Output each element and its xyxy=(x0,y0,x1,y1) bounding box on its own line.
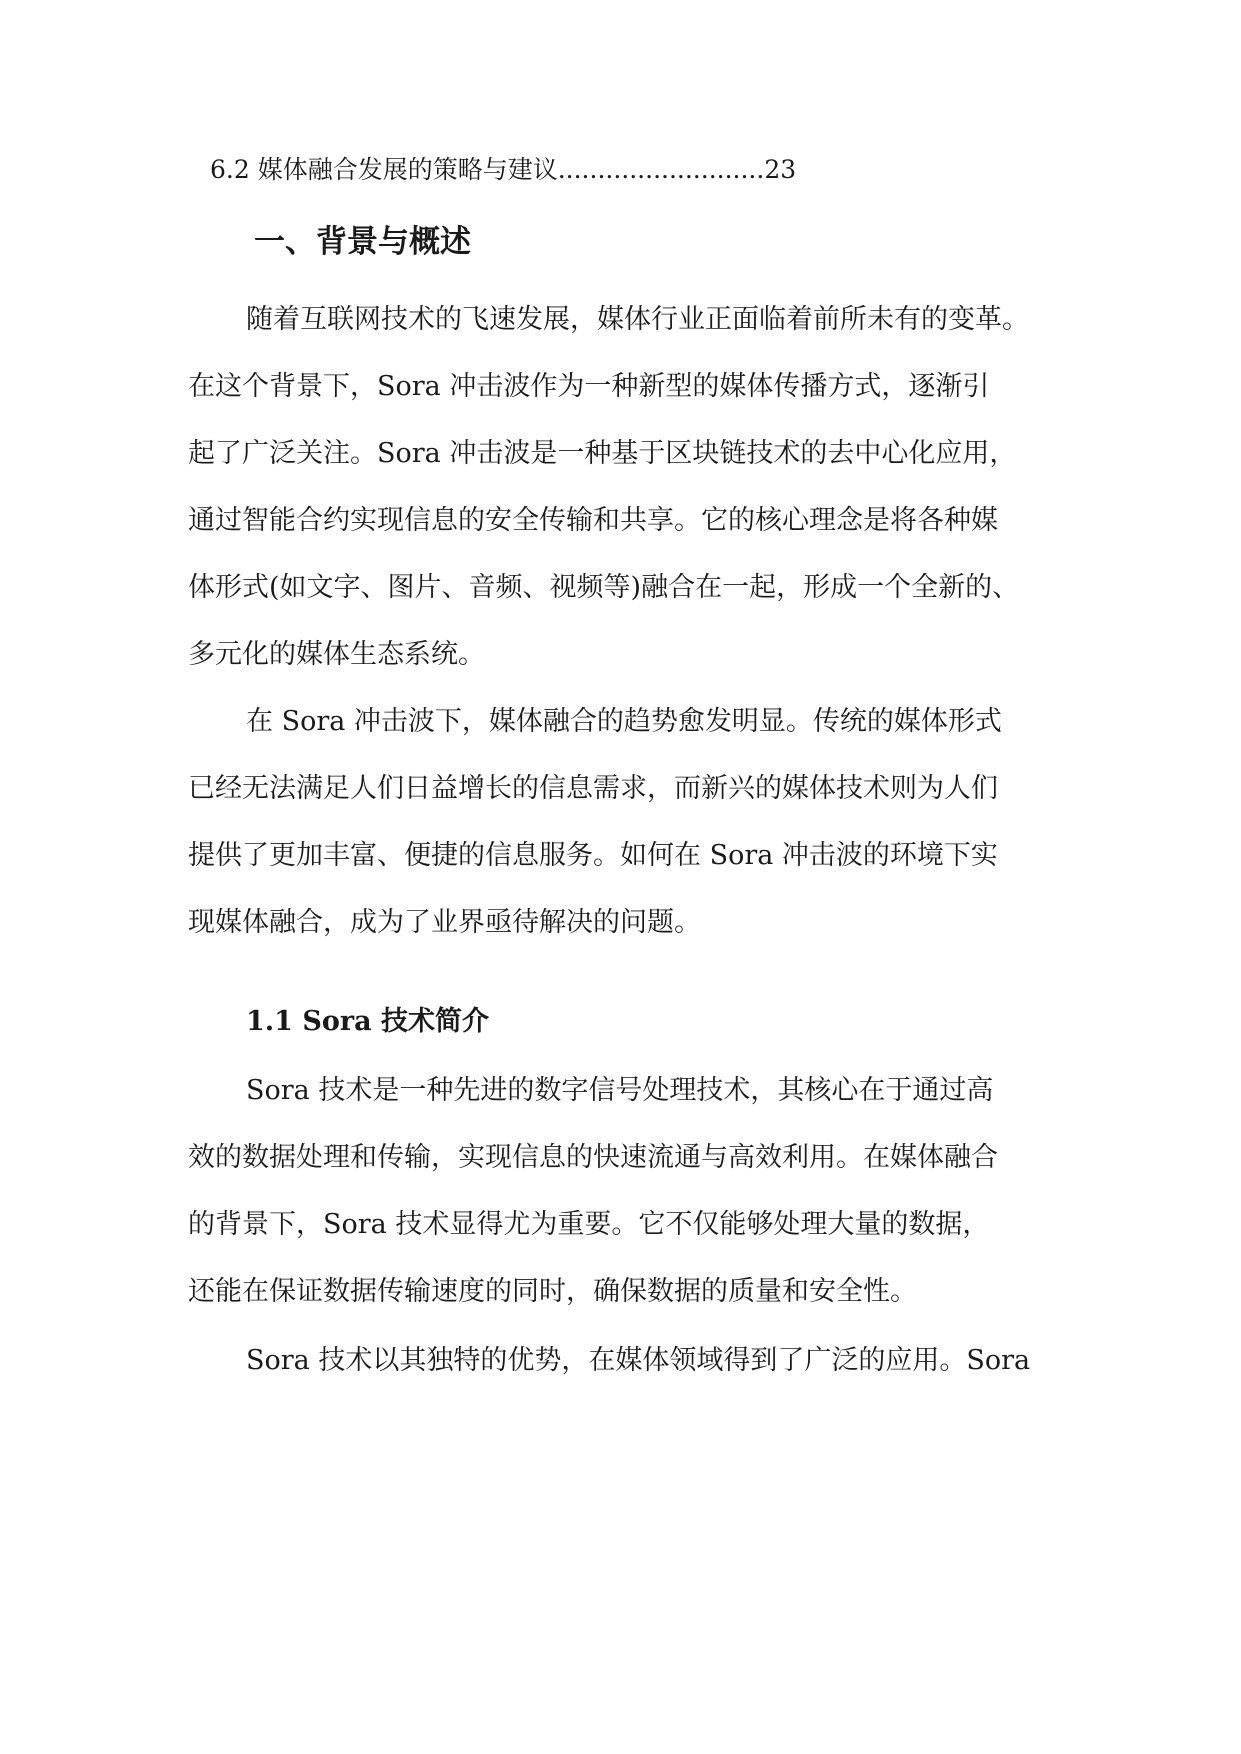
paragraph-line: 多元化的媒体生态系统。 xyxy=(188,639,485,670)
paragraph-line: 随着互联网技术的飞速发展，媒体行业正面临着前所未有的变革。 xyxy=(246,304,1029,335)
paragraph-line: 现媒体融合，成为了业界亟待解决的问题。 xyxy=(188,907,701,938)
paragraph-line: Sora 技术以其独特的优势，在媒体领域得到了广泛的应用。Sora xyxy=(246,1345,1031,1376)
paragraph-line: 在这个背景下，Sora 冲击波作为一种新型的媒体传播方式，逐渐引 xyxy=(188,371,990,402)
paragraph-line: 已经无法满足人们日益增长的信息需求，而新兴的媒体技术则为人们 xyxy=(188,773,998,804)
paragraph-line: 提供了更加丰富、便捷的信息服务。如何在 Sora 冲击波的环境下实 xyxy=(188,840,998,871)
paragraph-line: 体形式(如文字、图片、音频、视频等)融合在一起，形成一个全新的、 xyxy=(188,572,1020,603)
paragraph-line: 通过智能合约实现信息的安全传输和共享。它的核心理念是将各种媒 xyxy=(188,505,998,536)
paragraph-line: 起了广泛关注。Sora 冲击波是一种基于区块链技术的去中心化应用， xyxy=(188,438,1017,469)
paragraph-line: 在 Sora 冲击波下，媒体融合的趋势愈发明显。传统的媒体形式 xyxy=(246,706,1002,737)
paragraph-line: 还能在保证数据传输速度的同时，确保数据的质量和安全性。 xyxy=(188,1276,917,1307)
subsection-heading: 1.1 Sora 技术简介 xyxy=(246,1006,489,1037)
toc-entry[interactable]: 6.2 媒体融合发展的策略与建议..........................23 xyxy=(210,155,797,184)
paragraph-line: 的背景下，Sora 技术显得尤为重要。它不仅能够处理大量的数据， xyxy=(188,1209,990,1240)
section-heading: 一、背景与概述 xyxy=(254,224,471,260)
paragraph-line: Sora 技术是一种先进的数字信号处理技术，其核心在于通过高 xyxy=(246,1075,994,1106)
paragraph-line: 效的数据处理和传输，实现信息的快速流通与高效利用。在媒体融合 xyxy=(188,1142,998,1173)
